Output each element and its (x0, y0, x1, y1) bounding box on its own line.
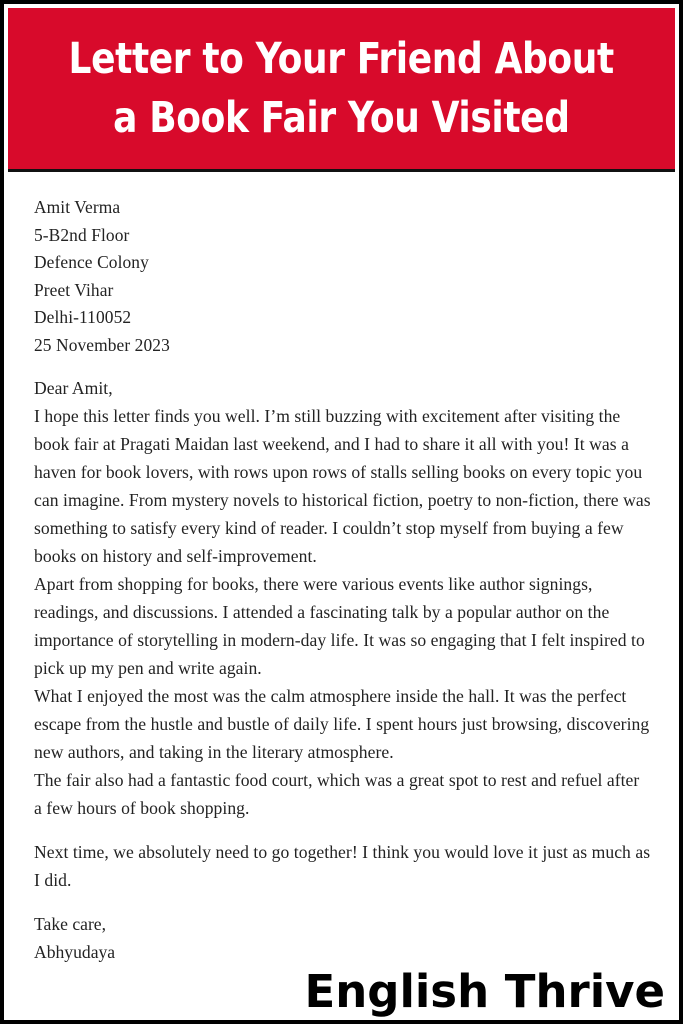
address-line: Amit Verma (34, 197, 121, 217)
spacer (34, 359, 651, 374)
signature-name: Abhyudaya (34, 942, 116, 962)
body-paragraph: Next time, we absolutely need to go together! I think you would love it just as much as I did. (34, 842, 651, 890)
body-paragraph: I hope this letter finds you well. I’m still buzzing with excitement after visiting the book fair at Pragati Maidan last weekend, and I had to share it all with you! It was a haven for book lovers, with rows upon rows of stalls selling books on every topic you can imagine. From mystery novels to historical fiction, poetry to non-fiction, there was something to satisfy every kind of reader. I couldn’t stop myself from buying a few books on history and self-improvement. (34, 406, 651, 566)
address-line: 5-B2nd Floor (34, 224, 130, 245)
salutation: Dear Amit, (34, 378, 113, 398)
spacer (34, 822, 651, 838)
letter-date: 25 November 2023 (34, 334, 170, 355)
spacer (34, 894, 651, 910)
brand-watermark: English Thrive (304, 965, 665, 1018)
page-title-line-1: Letter to Your Friend About (68, 34, 615, 85)
page-title-line-2: a Book Fair You Visited (113, 92, 570, 143)
header-banner (8, 8, 675, 172)
address-line: Delhi-110052 (34, 307, 132, 327)
body-paragraph: The fair also had a fantastic food court, which was a great spot to rest and refuel after a few hours of book shopping. (34, 770, 640, 818)
address-line: Defence Colony (34, 252, 149, 272)
address-line: Preet Vihar (34, 279, 114, 300)
closing-line: Take care, (34, 914, 107, 934)
body-paragraph: What I enjoyed the most was the calm atmosphere inside the hall. It was the perfect escape from the hustle and bustle of daily life. I spent hours just browsing, discovering new authors, and taking in the literary atmosphere. (34, 686, 650, 762)
letter-content (8, 176, 675, 1016)
body-paragraph: Apart from shopping for books, there were various events like author signings, readings, and discussions. I attended a fascinating talk by a popular author on the importance of storytelling in modern-day life. It was so engaging that I felt inspired to pick up my pen and write again. (34, 574, 645, 678)
sender-address-block (34, 194, 651, 359)
